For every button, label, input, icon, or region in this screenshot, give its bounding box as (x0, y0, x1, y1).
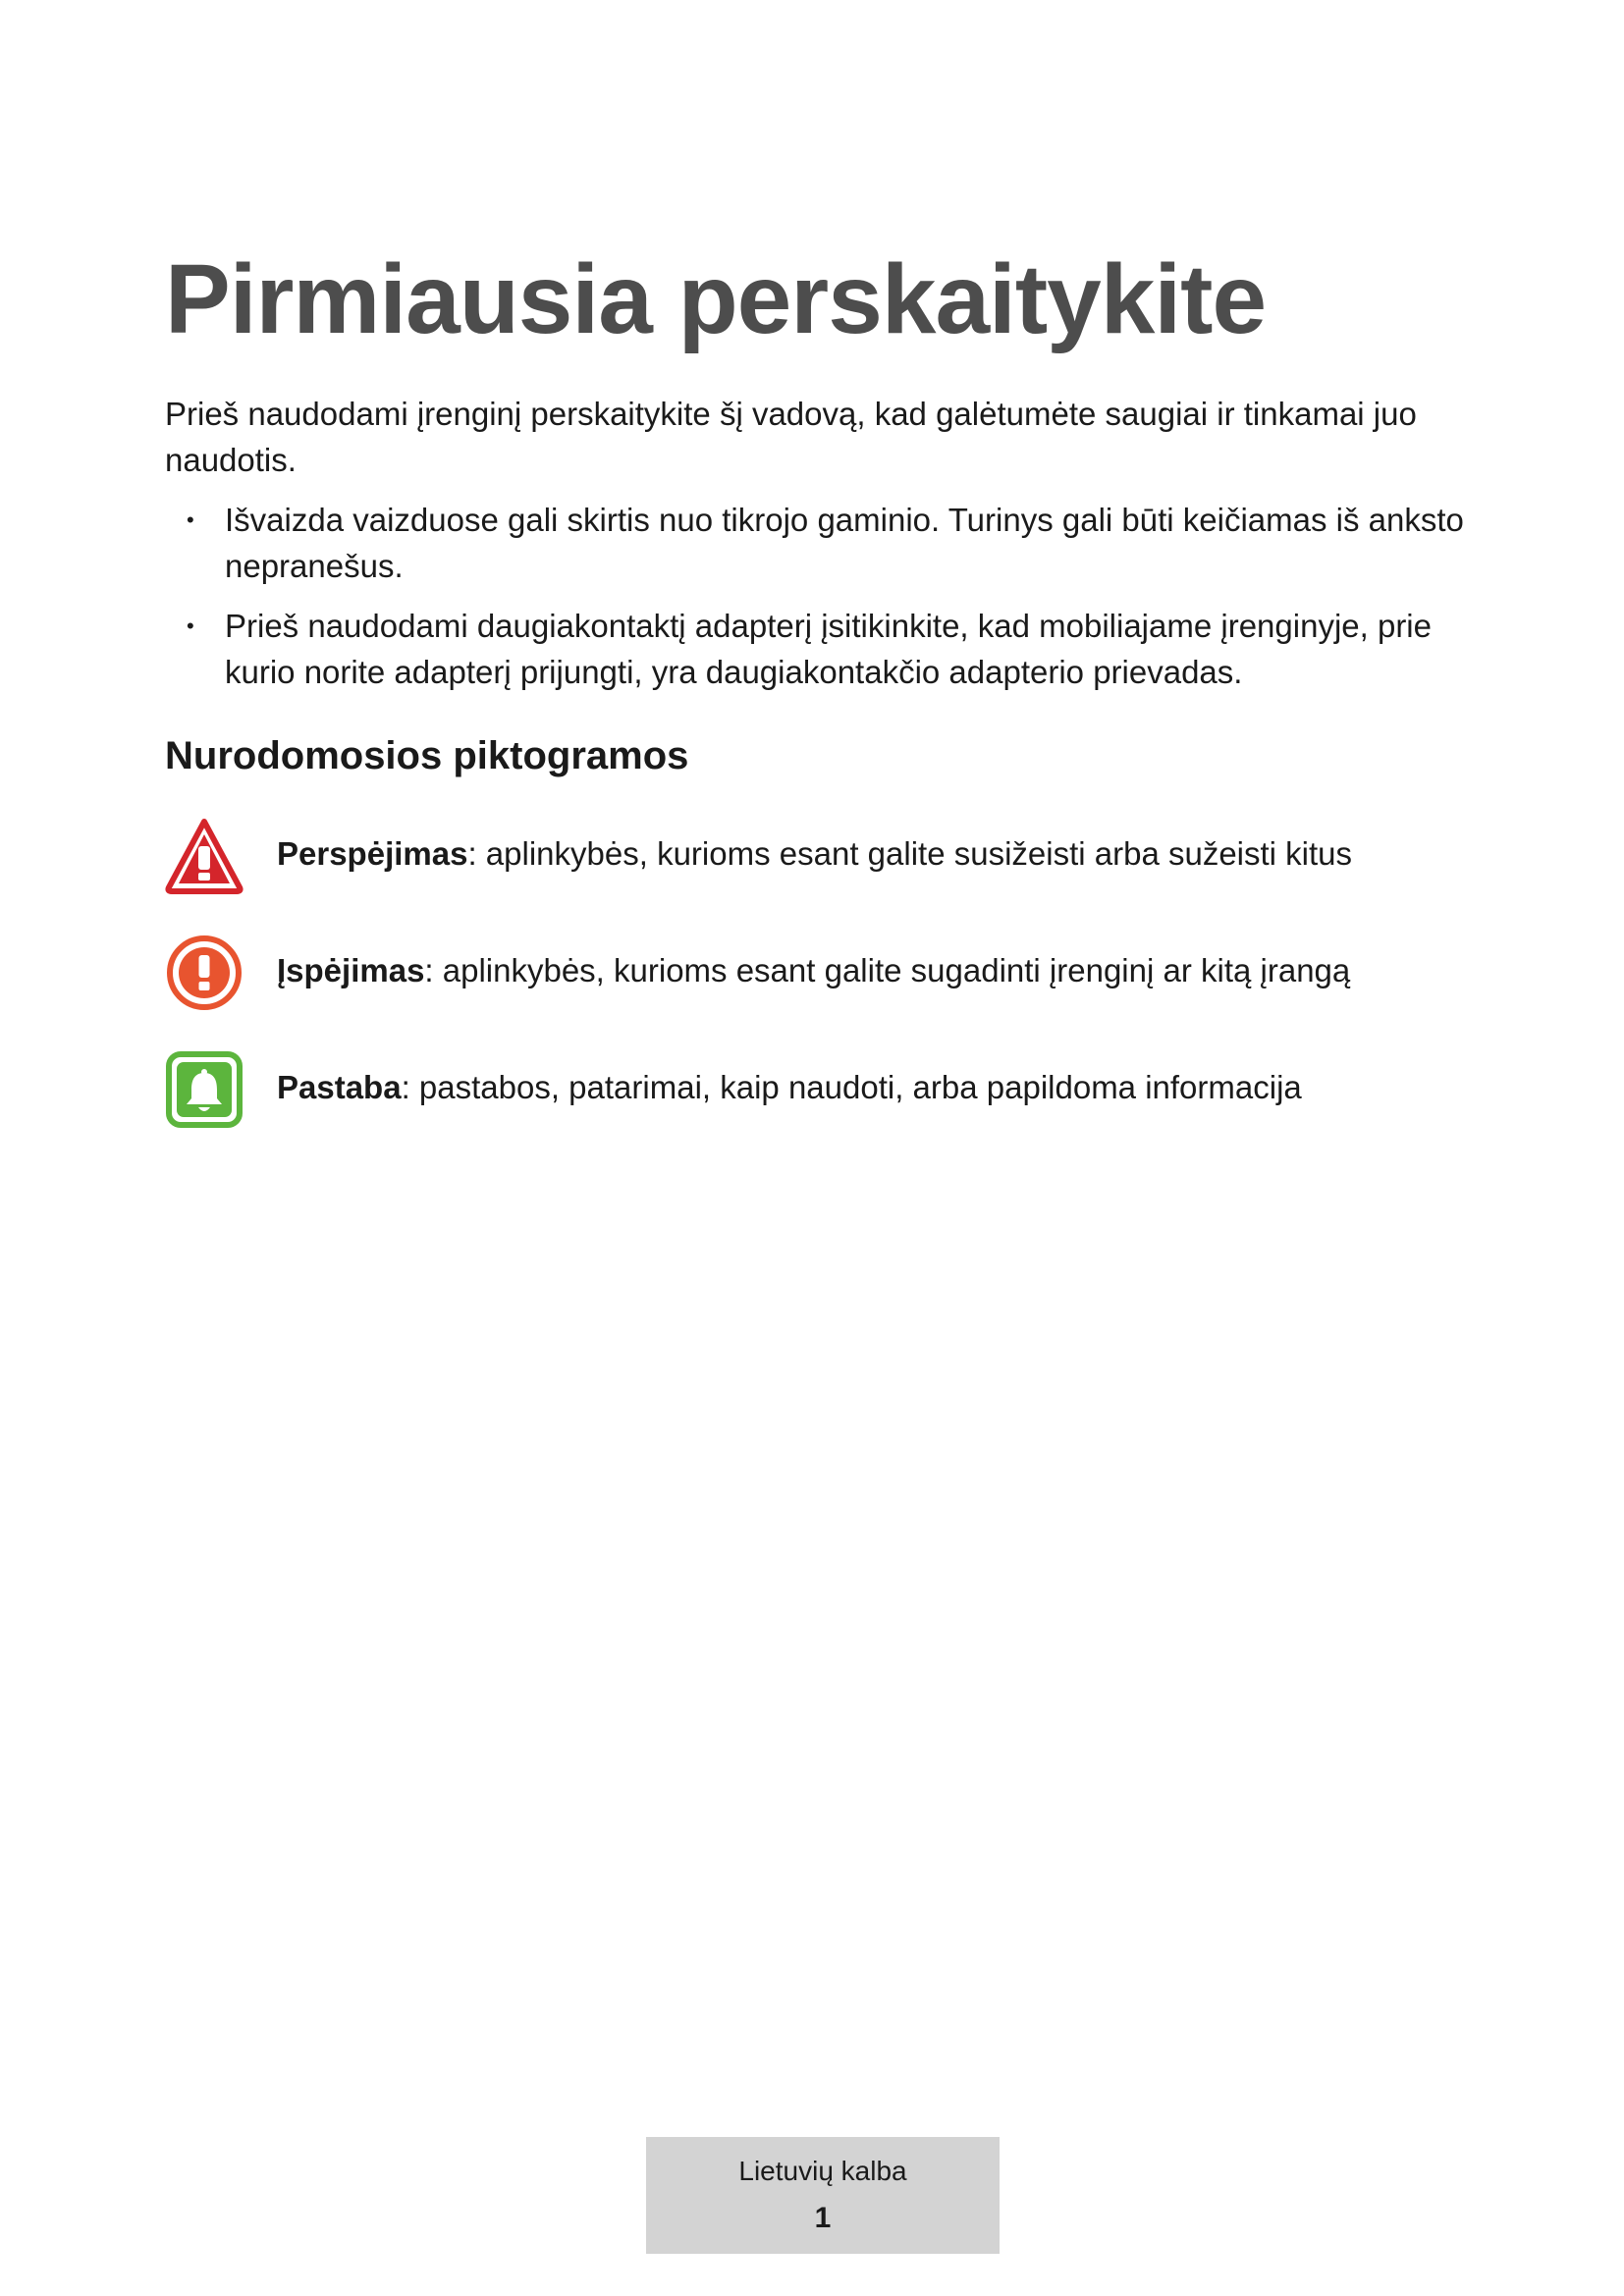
caution-description (277, 951, 1350, 990)
section-title: Nurodomosios piktogramos (165, 734, 689, 777)
page-number: 1 (814, 2202, 832, 2234)
icon-legend-note (165, 1050, 1441, 1129)
caution-text: : aplinkybės, kurioms esant galite sugadinti įrenginį ar kitą įrangą (424, 952, 1351, 988)
footer-language: Lietuvių kalba (738, 2156, 907, 2186)
warning-description (277, 834, 1352, 874)
icon-legend-warning (165, 817, 1441, 895)
bullet-text: Prieš naudodami daugiakontaktį adapterį įsitikinkite, kad mobiliajame įrenginyje, prie kurio norite adapterį prijungti, yra daugiakontakčio adapterio prievadas. (225, 608, 1432, 690)
warning-text: : aplinkybės, kurioms esant galite susižeisti arba sužeisti kitus (467, 835, 1353, 872)
icon-legend-caution (165, 934, 1441, 1012)
bullet-text: Išvaizda vaizduose gali skirtis nuo tikrojo gaminio. Turinys gali būti keičiamas iš anksto nepranešus. (225, 502, 1464, 584)
note-label: Pastaba (277, 1069, 402, 1105)
warning-triangle-icon (165, 817, 244, 895)
note-bell-icon (165, 1050, 244, 1129)
note-text: : pastabos, patarimai, kaip naudoti, arba papildoma informacija (401, 1069, 1302, 1105)
caution-label: Įspėjimas (277, 952, 425, 988)
bullet-list (165, 497, 1471, 709)
bullet-item (165, 497, 1471, 589)
bullet-item (165, 603, 1471, 695)
bullet-dot-icon: • (187, 614, 194, 638)
note-description (277, 1068, 1302, 1107)
caution-circle-icon (165, 934, 244, 1012)
page-title: Pirmiausia perskaitykite (165, 244, 1267, 354)
intro-paragraph: Prieš naudodami įrenginį perskaitykite šį vadovą, kad galėtumėte saugiai ir tinkamai juo naudotis. (165, 396, 1417, 478)
bullet-dot-icon: • (187, 507, 194, 532)
warning-label: Perspėjimas (277, 835, 468, 872)
page-footer (646, 2137, 1000, 2254)
